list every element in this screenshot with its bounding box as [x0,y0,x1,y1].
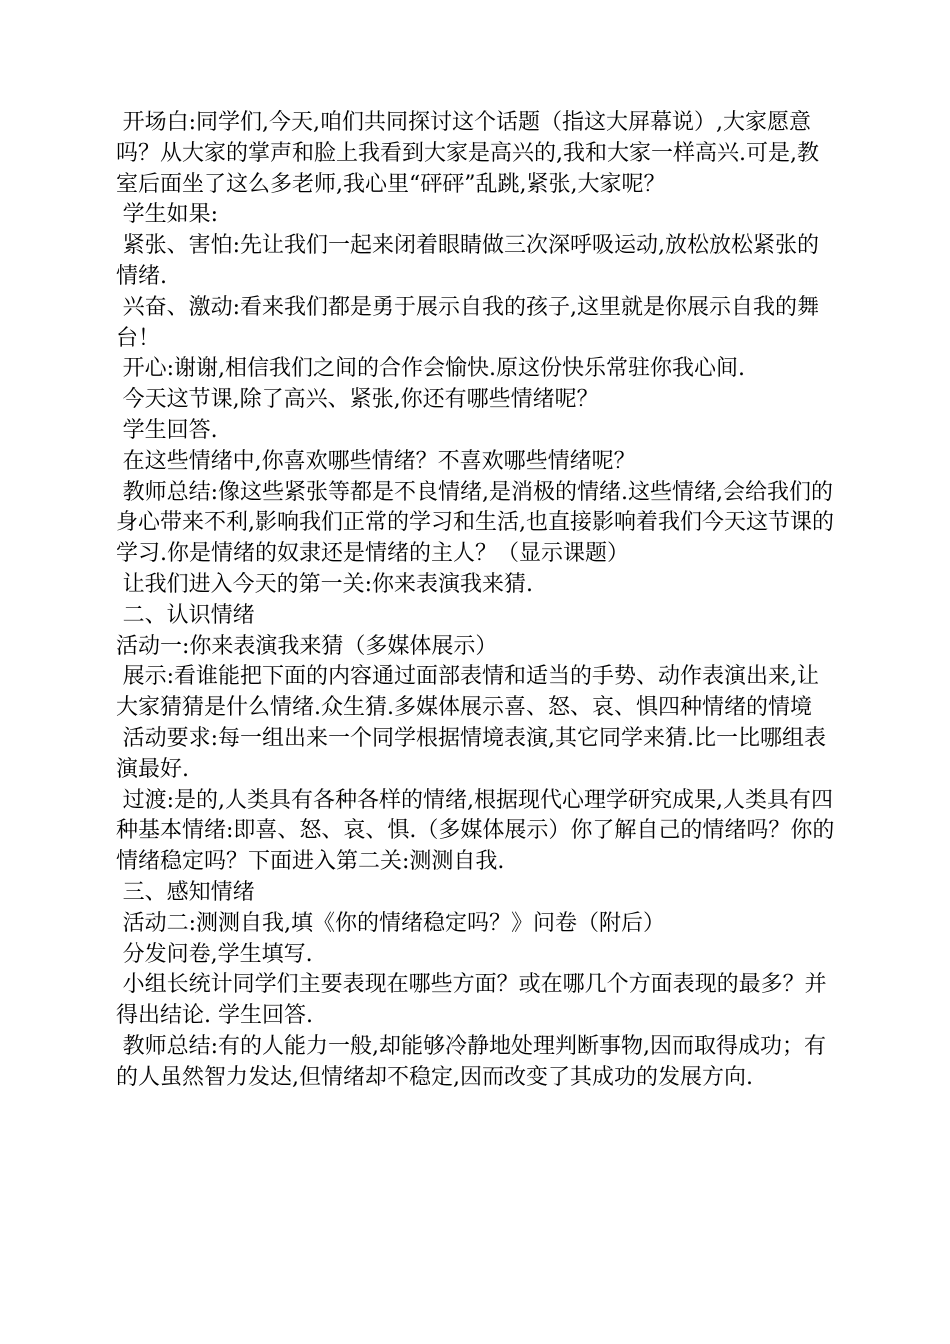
document-page [116,108,836,1094]
paragraph-happy: 开心:谢谢,相信我们之间的合作会愉快.原这份快乐常驻你我心间. [122,356,745,382]
paragraph-student-if: 学生如果: [122,202,219,228]
section-heading-2: 二、认识情绪 [122,602,255,628]
paragraph-excited: 兴奋、激动:看来我们都是勇于展示自我的孩子,这里就是你展示自我的舞台！ [116,294,820,351]
paragraph-group-leader: 小组长统计同学们主要表现在哪些方面？或在哪几个方面表现的最多？并得出结论. 学生回答. [116,972,827,1029]
paragraph-activity-requirement: 活动要求:每一组出来一个同学根据情境表演,其它同学来猜.比一比哪组表演最好. [116,725,826,782]
paragraph-nervous: 紧张、害怕:先让我们一起来闭着眼睛做三次深呼吸运动,放松放松紧张的情绪. [116,233,820,289]
paragraph-activity-1: 活动一:你来表演我来猜（多媒体展示） [116,633,498,659]
paragraph-transition: 过渡:是的,人类具有各种各样的情绪,根据现代心理学研究成果,人类具有四种基本情绪:即喜、怒、哀、惧.（多媒体展示）你了解自己的情绪吗？你的情绪稳定吗？下面进入第二关:测测自我. [116,787,835,875]
paragraph-teacher-summary-1: 教师总结:像这些紧张等都是不良情绪,是消极的情绪.这些情绪,会给我们的身心带来不利,影响我们正常的学习和生活,也直接影响着我们今天这节课的学习.你是情绪的奴隶还是情绪的主人？（显示课题） [116,479,834,567]
paragraph-like-question: 在这些情绪中,你喜欢哪些情绪？不喜欢哪些情绪呢？ [122,448,636,474]
paragraph-activity-2: 活动二:测测自我,填《你的情绪稳定吗？》问卷（附后） [122,910,666,936]
paragraph-student-answer: 学生回答. [122,417,218,443]
section-heading-3: 三、感知情绪 [122,879,255,905]
paragraph-display: 展示:看谁能把下面的内容通过面部表情和适当的手势、动作表演出来,让大家猜猜是什么情绪.众生猜.多媒体展示喜、怒、哀、惧四种情绪的情境 [116,664,820,721]
paragraph-opening: 开场白:同学们,今天,咱们共同探讨这个话题（指这大屏幕说）,大家愿意吗？从大家的掌声和脸上我看到大家是高兴的,我和大家一样高兴.可是,教室后面坐了这么多老师,我心里“砰砰”乱跳,紧张,大家呢？ [116,110,819,197]
paragraph-distribute: 分发问卷,学生填写. [122,941,313,967]
paragraph-teacher-summary-2: 教师总结:有的人能力一般,却能够冷静地处理判断事物,因而取得成功；有的人虽然智力发达,但情绪却不稳定,因而改变了其成功的发展方向. [116,1033,826,1090]
paragraph-first-level: 让我们进入今天的第一关:你来表演我来猜. [122,571,534,597]
paragraph-today-question: 今天这节课,除了高兴、紧张,你还有哪些情绪呢？ [122,387,599,413]
